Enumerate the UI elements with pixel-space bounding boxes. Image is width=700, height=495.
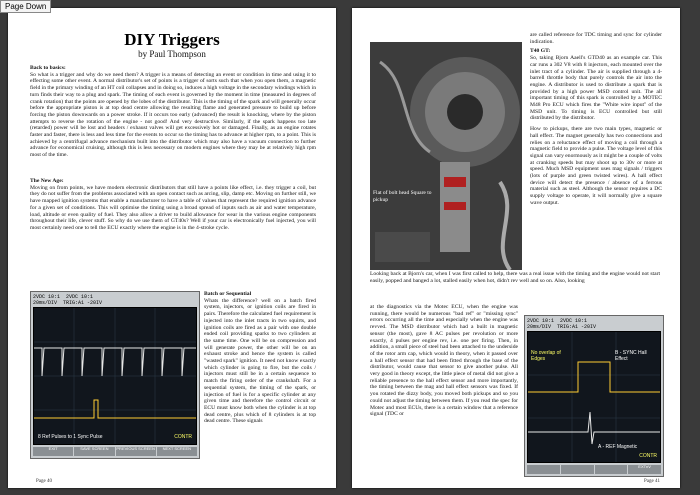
scope-next-button: NEXT SCREEN — [157, 447, 197, 456]
left-page — [8, 8, 336, 488]
scope-exit-button: EXIT — [33, 447, 73, 456]
scope-caption: 8 Ref Pulses to 1 Sync Pulse — [38, 434, 103, 440]
scope-button-bar — [33, 447, 197, 456]
oscilloscope-capture-ref-hall — [524, 315, 664, 477]
right-page — [352, 8, 680, 488]
batch-text: Whats the difference? well on a batch fired system, injectors, or ignition coils are fired in pairs. Therefore the calculated fuel requirement is injected into the inlet tracts in two squirts, and ignition coils are fired as a pair with one double ended coil providing sparks to two cylinders at the same time. One will be on compression and will generate power, the other will be on an exhaust stroke and hence the system is called "wasted spark" ignition. It need not know exactly which cylinder is going to fire, but the coils / injectors must still be in a certain sequence to match the firing order of the crankshaft. For a sequential system, the timing of the spark, or injection of fuel is for a specific cylinder at any given time and therefore the control circuit or ECU must know both when the cylinder is at top dead centre, plus which of 8 cylinders is at top dead centre. These signals — [204, 297, 316, 425]
batch-section — [204, 291, 316, 469]
scope-header: 2VDC 10:1 2VDC 10:1 20ms/DIV TRIG:A1 -20IV — [33, 294, 103, 306]
scope2-button-2 — [561, 465, 594, 474]
article-byline: by Paul Thompson — [138, 49, 206, 59]
distributor-photo-image — [370, 42, 522, 270]
scope-waveform — [34, 308, 196, 444]
scope2-label-overlap: No overlap of Edges — [531, 350, 561, 362]
scope2-button-bar — [527, 465, 661, 474]
photo-caption: Flat of bolt head Square to pickup — [373, 190, 432, 203]
new-age-heading: The New Age: — [30, 178, 64, 184]
scope2-corner-label: CONTR — [639, 453, 657, 459]
distributor-photo — [370, 42, 522, 270]
intro-heading: Back to basics: — [30, 65, 66, 71]
looking-back-text: Looking back at Bjorn's car, when I was first called to help, there was a real issue with the timing and the engine would not start easily, popped and banged a lot, stalled easily when hot, didn't rev well and so on. Also, looking — [370, 271, 660, 284]
page-number-left: Page 40 — [36, 479, 52, 484]
intro-text: So what is a trigger and why do we need them? A trigger is a means of detecting an event or condition in time and using it to effecting some other event. A normal distributor's set of points is a trigger of sorts such that when you open them, a magnetic field in the primary winding of an HT coil collapses and in doing so, induces a high voltage in the secondary windings which in turn finds their way to a plug and spark. The timing of each event is governed by the moment in time (measured in degrees of crank rotation) that the points are opened by the lobes of the distributor. This is the timing of the spark and will generally occur before the appropriate piston is at top dead centre allowing the resulting flame and generated pressure to build up before forcing the piston downwards on a power stroke. If it occurs too early (advanced) the result is knocking, where by the piston attempts to reverse the rotation of the engine - not good! And very destructive. Similarly, if the spark happens too late (retarded) power will be lost and headers / exhaust valves will get excessively hot or damaged. Finally, as an engine rotates faster and faster, there is less and less time for the events to occur so the timing has to advance at higher rpm, to a point. This is achieved by a centrifugal advance mechanism built into the distributor which may also have a vacuum connection to further advance for economical cruising, although this is less necessary on modern engines where they may be at relatively high rpm most of the time. — [30, 71, 316, 159]
article-title: DIY Triggers — [124, 30, 220, 49]
looking-back-text-2: at the diagnostics via the Motec ECU, when the engine was running, there would be numerous "bad ref" or "missing sync" errors occurring all the time and especially when the engine was revved. The MSD distributor which had a built in magnetic sensor (the most), gave 8 AC pulses per revolution or more exactly, 4 pulses per engine rev, i.e. one per firing. Then, in addition, a small piece of steel had been attached to the underside of the rotor arm cap, which would in theory, when it passed over a hall effect sensor that had been fitted through the base of the distributor, would cause that sensor to give another pulse. All very good in theory except, the little piece of metal did not give a reliable presence to the hall effect sensor and more importantly, the timing between the mag and hall effect sensors was fixed. If you rotated the dizzy body, you moved both pickups and so you could not adjust the timing between them. If you read the spec for Motec and most ECUs, there is a certain window that a reference signal (TDC or — [370, 304, 518, 418]
scope2-screen — [527, 331, 661, 463]
t40-text: So, taking Bjorn Aaell's GTD40 as an example car. This car runs a 302 V8 with 8 injectors, each mounted over the inlet tract of a cylinder. The air is supplied through a 4-barrell throttle body that purely controls the air into the engine. A distributor is used to distribute a spark that is provided by a high power MSD control unit. The all important timing of this spark is controlled by a MOTEC M48 Pro ECU which fires the "White wire input" of the MSD unit. To timing is ECU controlled but still distributed by the distributor. — [530, 55, 662, 122]
scope2-label-ref: A - REF Magnetic — [598, 444, 638, 450]
page-number-right: Page 41 — [644, 479, 660, 484]
scope2-button-3 — [595, 465, 628, 474]
scope2-label-sync: B - SYNC Hall Effect — [615, 350, 647, 362]
looking-back-continued — [370, 304, 518, 474]
scope2-extnv-button: EXTnV — [628, 465, 661, 474]
scope-previous-button: PREVIOUS SCREEN — [116, 447, 156, 456]
t40-heading: T40 GT: — [530, 48, 551, 55]
looking-back-section — [370, 271, 660, 301]
new-age-section — [30, 178, 316, 258]
batch-heading: Batch or Sequential — [204, 291, 252, 297]
scope-corner-label: CONTR — [174, 434, 192, 440]
scope-screen — [33, 307, 197, 445]
scope2-button-1 — [527, 465, 560, 474]
pickups-text: How to pickups, there are two main types, magnetic or hall effect. The magnet generally has two connections and relies on a reluctance effect of moving a coil through a magnetic field to provide a pulse. The voltage level of this signal can vary enormously as it might be a couple of volts at cranking speeds but may shoot up to 30v or more at speed. Much MSD equipment uses mag signals / triggers (lots of purple and green twisted wires). A hall effect device will detect the presence / absence of a ferrous material such as steel. Although the sensor requires a DC supply voltage to operate, it will normally give a square wave output. — [530, 126, 662, 206]
new-age-text: Moving on from points, we have modern electronic distributors that still have a points like effect, i.e. they trigger a coil, but they do not suffer from the problems associated with an open contact such as arcing, slip, damp etc. Moving on further still, we have mapped ignition systems that enable a manufacturer to have a table of values that represent the required ignition advance for a given set of conditions. This will optimise the timing using a broad spread of inputs such as air and water temperature, load, altitude or even quality of fuel. They also allow a driver to build allowance for wear in the various engine components throughout their life, clever stuff. So why do we use them of GT40s? Well if your car is electronically fuel injected, you will most certainly need one to tell the ECU exactly where the engine is in the 4-stroke cycle. — [30, 184, 316, 231]
scope2-header: 2VDC 10:1 2VDC 10:1 20ms/DIV TRIG:A1 -20IV — [527, 318, 597, 330]
oscilloscope-capture-ref-sync — [30, 291, 200, 459]
intro-section — [30, 65, 316, 175]
sync-intro-text: are called reference for TDC timing and sync for cylinder indication. — [530, 32, 662, 45]
right-col-upper — [530, 32, 662, 262]
page-down-tab[interactable]: Page Down — [0, 0, 51, 13]
scope-save-button: SAVE SCREEN — [74, 447, 114, 456]
